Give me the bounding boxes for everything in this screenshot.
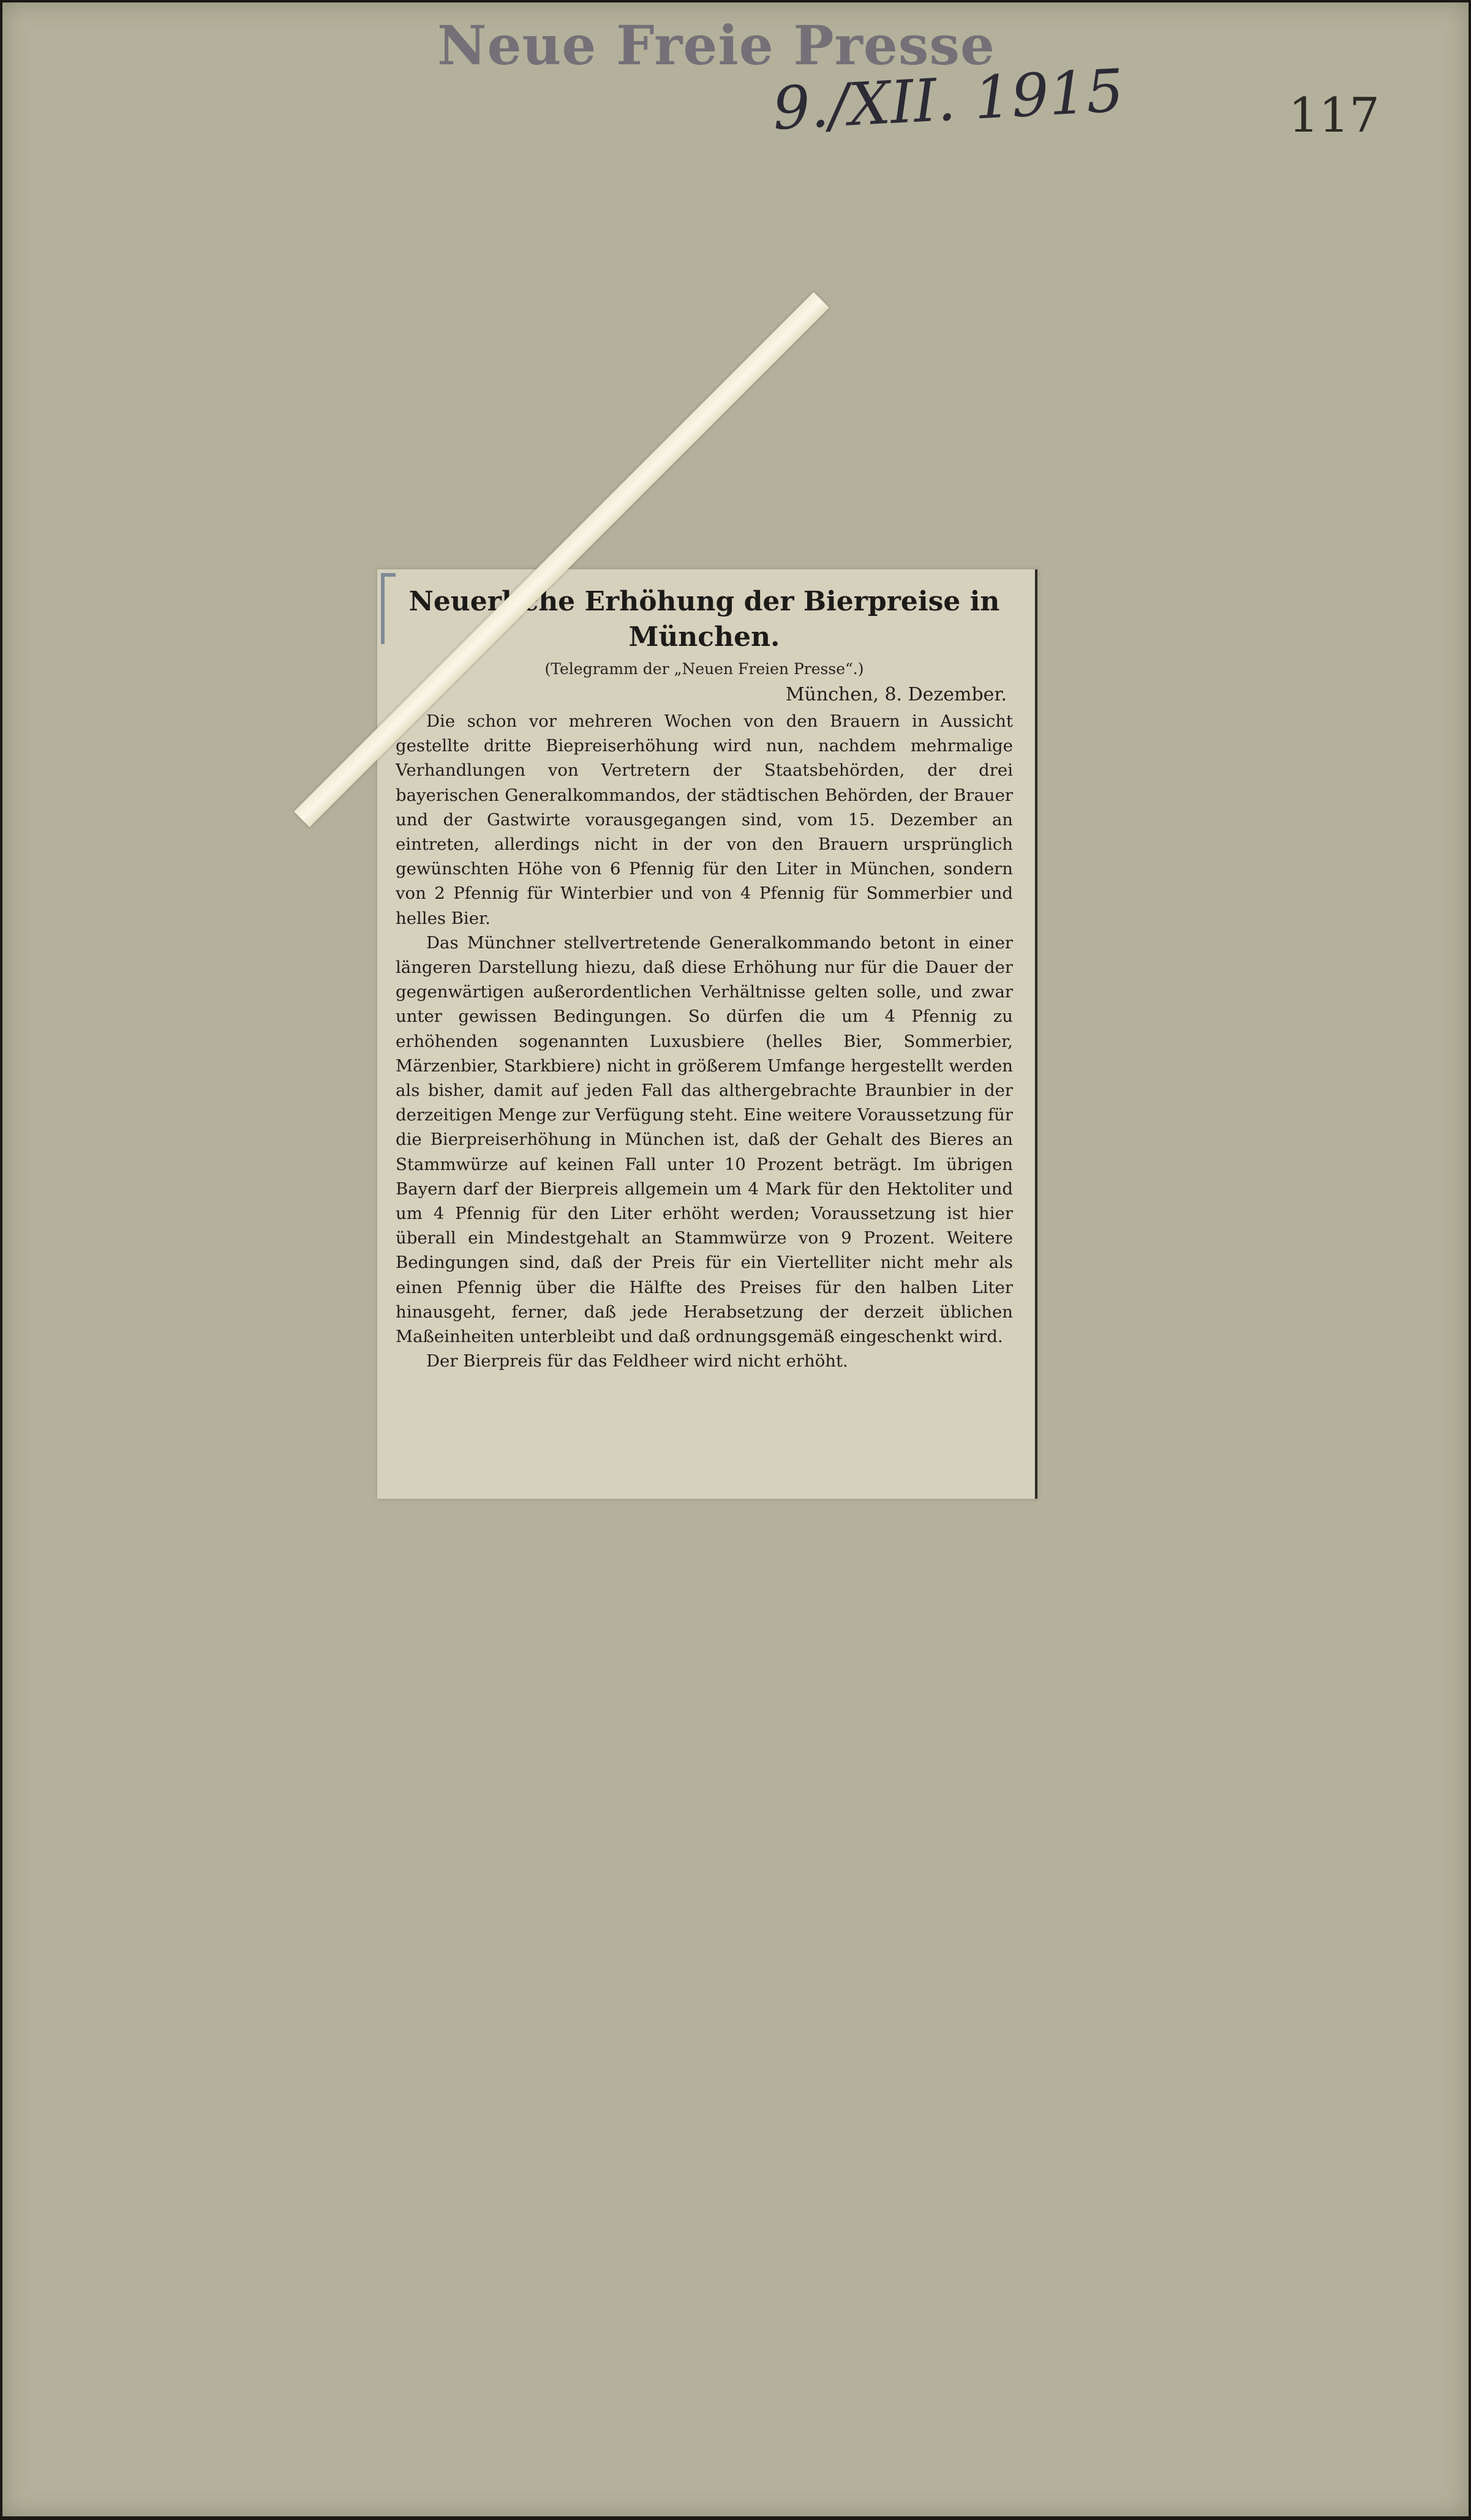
newspaper-clipping [377, 569, 1037, 1499]
blue-pencil-mark [381, 573, 396, 644]
clipping-closing-line: Der Bierpreis für das Feldheer wird nicht erhöht. [426, 1351, 848, 1371]
newspaper-stamp: Neue Freie Presse [437, 13, 995, 77]
handwritten-date: 9./XII. 1915 [771, 56, 1126, 143]
archive-sheet [2, 2, 1469, 2516]
clipping-paragraph: Die schon vor mehreren Wochen von den Brauern in Aussicht gestellte dritte Biepreiserhöhung wird nun, nachdem mehrmalige Verhandlungen von Vertretern der Staatsbehörden, der drei bayerischen Generalkommandos, der städtischen Behörden, der Brauer und der Gastwirte vorausgegangen sind, vom 15. Dezember an eintreten, allerdings nicht in der von den Brauern ursprünglich gewünschten Höhe von 6 Pfennig für den Liter in München, sondern von 2 Pfennig für Winterbier und von 4 Pfennig für Sommerbier und helles Bier. [396, 711, 1013, 928]
page-number: 117 [1289, 88, 1380, 143]
clipping-paragraph: Das Münchner stellvertretende Generalkommando betont in einer längeren Darstellung hiezu, daß diese Erhöhung nur für die Dauer der gegenwärtigen außerordentlichen Verhältnisse gelten solle, und zwar unter gewissen Bedingungen. So dürfen die um 4 Pfennig zu erhöhenden sogenannten Luxusbiere (helles Bier, Sommerbier, Märzenbier, Starkbiere) nicht in größerem Umfange hergestellt werden als bisher, damit auf jeden Fall das althergebrachte Braunbier in der derzeitigen Menge zur Verfügung steht. Eine weitere Voraussetzung für die Bierpreiserhöhung in München ist, daß der Gehalt des Bieres an Stammwürze auf keinen Fall unter 10 Prozent beträgt. Im übrigen Bayern darf der Bierpreis allgemein um 4 Mark für den Hektoliter und um 4 Pfennig für den Liter erhöht werden; Voraussetzung ist hier überall ein Mindestgehalt an Stammwürze von 9 Prozent. Weitere Bedingungen sind, daß der Preis für ein Viertelliter nicht mehr als einen Pfennig über die Hälfte des Preises für den halben Liter hinausgeht, ferner, daß jede Herabsetzung der derzeit üblichen Maßeinheiten unterbleibt und daß ordnungsgemäß eingeschenkt wird. [396, 932, 1013, 1347]
clipping-headline: Neuerliche Erhöhung der Bierpreise in München. [408, 586, 1000, 653]
clipping-dateline: München, 8. Dezember. [785, 684, 1007, 705]
clipping-source: (Telegramm der „Neuen Freien Presse“.) [544, 660, 864, 678]
